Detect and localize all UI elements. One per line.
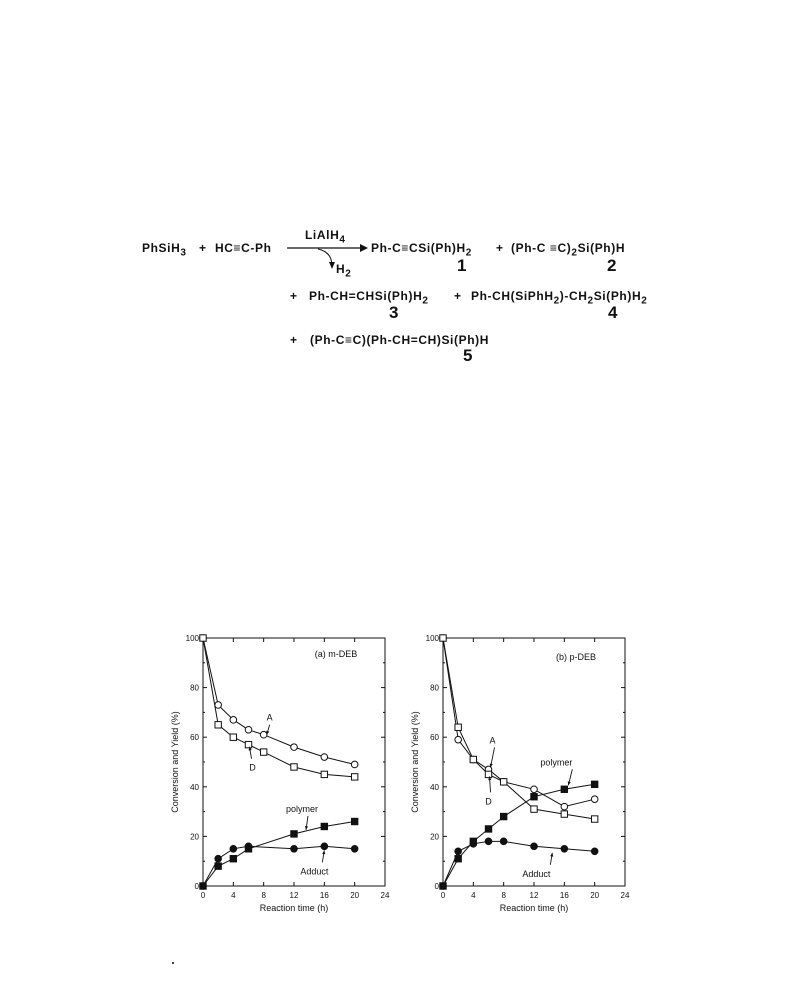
annotation-polymer: polymer [540,757,573,768]
panel-label: (b) p-DEB [555,652,597,662]
y-tick-label: 60 [430,733,439,743]
chart-panel-a [160,625,400,930]
y-tick-label: 80 [190,683,199,693]
marker-d [440,635,446,641]
x-tick-label: 4 [231,891,236,900]
product-4-number: 4 [608,303,619,322]
marker-adduct [500,838,507,845]
marker-a [351,761,358,768]
marker-polymer [591,781,597,787]
byproduct-h2: $H_2$ [336,262,352,280]
marker-a [591,796,598,803]
y-tick-label: 60 [190,733,199,743]
marker-adduct [215,855,222,862]
annotation-arrow-head [322,850,325,854]
marker-polymer [500,813,506,819]
marker-polymer [351,818,357,824]
y-tick-label: 0 [194,882,199,891]
plus-sign: + [454,289,462,303]
marker-polymer [291,831,297,837]
marker-d [561,811,567,817]
product-4: $Ph-CH(SiPhH_2)-CH_2Si(Ph)H_2$ [471,289,648,307]
reaction-scheme [0,0,793,380]
marker-a [245,726,252,733]
marker-adduct [531,843,538,850]
catalyst-label: LiAlH$_4$ [305,228,346,246]
y-axis-label: Conversion and Yield (%) [170,711,180,813]
x-tick-label: 16 [319,891,329,900]
x-tick-label: 0 [200,891,206,900]
annotation-arrow-head [550,853,553,857]
y-tick-label: 100 [185,634,199,643]
x-axis-label: Reaction time (h) [259,903,329,913]
plus-sign: + [290,289,298,303]
marker-d [591,816,597,822]
marker-adduct [591,848,598,855]
marker-d [215,722,221,728]
plus-sign: + [199,241,207,255]
marker-adduct [291,846,298,853]
marker-adduct [485,838,492,845]
marker-adduct [230,846,237,853]
product-3: $Ph-CH=CHSi(Ph)H_2$ [309,289,429,307]
marker-d [485,771,491,777]
x-axis-label: Reaction time (h) [499,903,569,913]
x-tick-label: 8 [501,891,506,900]
x-tick-label: 20 [350,891,360,900]
y-tick-label: 100 [425,634,439,643]
marker-d [291,764,297,770]
x-tick-label: 12 [529,891,539,900]
x-tick-label: 24 [620,891,630,900]
marker-polymer [531,794,537,800]
y-tick-label: 0 [434,882,439,891]
x-tick-label: 4 [471,891,476,900]
annotation-arrow-head [266,731,269,735]
product-1-number: 1 [457,256,468,275]
y-tick-label: 40 [430,782,439,792]
y-tick-label: 20 [430,832,439,842]
marker-polymer [455,856,461,862]
marker-a [455,736,462,743]
chart-panel-b [400,625,640,930]
marker-d [531,806,537,812]
product-2: $(Ph-C \equiv C)_2Si(Ph)H$ [511,241,626,259]
series-line-adduct [443,841,595,886]
marker-d [245,741,251,747]
x-tick-label: 8 [261,891,266,900]
reactant-phenylacetylene: HC≡C-Ph [215,241,272,255]
marker-adduct [440,883,447,890]
marker-a [321,754,328,761]
chart-a-svg [160,625,400,925]
plus-sign: + [496,241,504,255]
marker-polymer [321,823,327,829]
y-tick-label: 20 [190,832,199,842]
marker-d [200,635,206,641]
y-tick-label: 80 [430,683,439,693]
reactant-phenylsilane: PhSiH$_3$ [142,241,187,259]
marker-a [215,702,222,709]
x-tick-label: 20 [590,891,600,900]
marker-d [455,724,461,730]
marker-a [260,731,267,738]
product-5: (Ph-C≡C)(Ph-CH=CH)Si(Ph)H [310,333,489,347]
annotation-adduct: Adduct [300,866,329,877]
x-tick-label: 12 [289,891,299,900]
marker-adduct [351,846,358,853]
y-tick-label: 40 [190,782,199,792]
marker-a [291,744,298,751]
marker-adduct [561,846,568,853]
stray-dot [172,962,174,964]
marker-adduct [245,843,252,850]
marker-a [230,717,237,724]
marker-d [260,749,266,755]
marker-adduct [200,883,207,890]
annotation-adduct: Adduct [522,868,551,879]
marker-d [321,771,327,777]
panel-label: (a) m-DEB [314,649,358,659]
marker-d [500,779,506,785]
marker-d [470,756,476,762]
annotation-d: D [249,762,256,773]
h2-release-arrow-head [329,262,335,269]
series-line-adduct [203,846,355,886]
marker-a [531,786,538,793]
series-line-polymer [443,784,595,886]
annotation-polymer: polymer [285,803,319,814]
marker-polymer [215,863,221,869]
product-1: $Ph-C\equiv CSi(Ph)H_2$ [371,241,472,259]
product-3-number: 3 [389,303,400,322]
annotation-a: A [489,735,496,746]
plus-sign: + [290,333,298,347]
marker-adduct [470,841,477,848]
marker-adduct [321,843,328,850]
product-5-number: 5 [463,346,474,365]
scheme-arrows [0,0,793,380]
marker-d [230,734,236,740]
y-axis-label: Conversion and Yield (%) [410,711,420,813]
series-line-d [443,638,595,819]
marker-adduct [455,848,462,855]
marker-a [561,803,568,810]
annotation-d: D [485,796,492,807]
marker-d [351,774,357,780]
marker-polymer [561,786,567,792]
annotation-a: A [266,712,273,723]
product-2-number: 2 [607,256,618,275]
x-tick-label: 24 [380,891,390,900]
x-tick-label: 16 [559,891,569,900]
x-tick-label: 0 [440,891,446,900]
marker-polymer [485,826,491,832]
marker-polymer [230,856,236,862]
series-line-a [443,638,595,807]
reaction-arrow-head [360,244,368,252]
chart-b-svg [400,625,640,925]
